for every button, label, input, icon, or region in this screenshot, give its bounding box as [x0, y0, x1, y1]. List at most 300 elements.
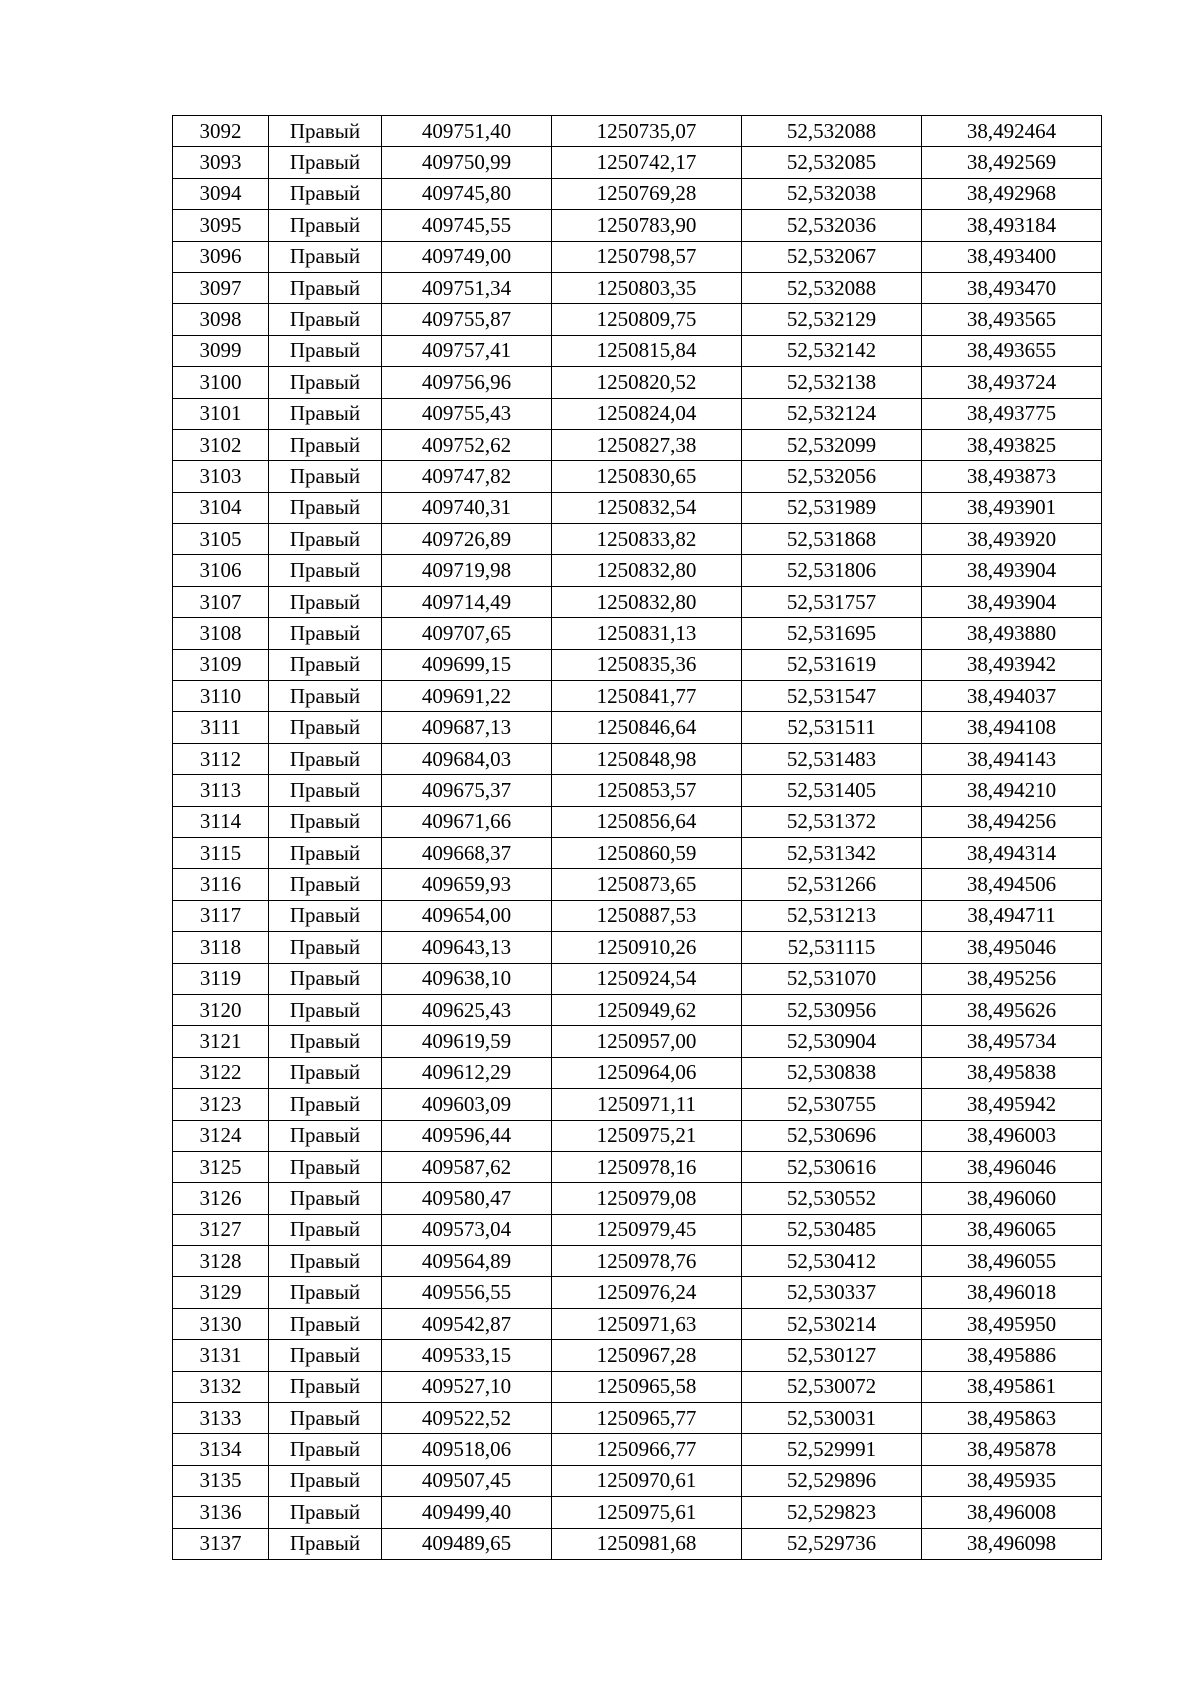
side-cell: Правый — [269, 524, 382, 555]
table-row — [173, 743, 1102, 774]
y-coordinate-cell: 1250971,63 — [552, 1308, 742, 1339]
table-row — [173, 555, 1102, 586]
longitude-cell: 38,493904 — [922, 586, 1102, 617]
table-row — [173, 1183, 1102, 1214]
longitude-cell: 38,495950 — [922, 1308, 1102, 1339]
y-coordinate-cell: 1250949,62 — [552, 994, 742, 1025]
coordinates-table-body — [173, 116, 1102, 1560]
point-number-cell: 3097 — [173, 272, 269, 303]
x-coordinate-cell: 409596,44 — [382, 1120, 552, 1151]
y-coordinate-cell: 1250835,36 — [552, 649, 742, 680]
y-coordinate-cell: 1250832,80 — [552, 586, 742, 617]
side-cell: Правый — [269, 963, 382, 994]
latitude-cell: 52,532099 — [742, 429, 922, 460]
y-coordinate-cell: 1250832,54 — [552, 492, 742, 523]
longitude-cell: 38,493655 — [922, 335, 1102, 366]
side-cell: Правый — [269, 1371, 382, 1402]
y-coordinate-cell: 1250873,65 — [552, 869, 742, 900]
y-coordinate-cell: 1250910,26 — [552, 932, 742, 963]
point-number-cell: 3128 — [173, 1246, 269, 1277]
latitude-cell: 52,531619 — [742, 649, 922, 680]
point-number-cell: 3118 — [173, 932, 269, 963]
document-page — [172, 115, 1101, 1560]
point-number-cell: 3115 — [173, 837, 269, 868]
x-coordinate-cell: 409687,13 — [382, 712, 552, 743]
x-coordinate-cell: 409625,43 — [382, 994, 552, 1025]
side-cell: Правый — [269, 398, 382, 429]
point-number-cell: 3108 — [173, 618, 269, 649]
latitude-cell: 52,531806 — [742, 555, 922, 586]
x-coordinate-cell: 409654,00 — [382, 900, 552, 931]
x-coordinate-cell: 409573,04 — [382, 1214, 552, 1245]
side-cell: Правый — [269, 1340, 382, 1371]
table-row — [173, 994, 1102, 1025]
side-cell: Правый — [269, 1183, 382, 1214]
table-row — [173, 618, 1102, 649]
latitude-cell: 52,532129 — [742, 304, 922, 335]
latitude-cell: 52,532088 — [742, 116, 922, 147]
latitude-cell: 52,530904 — [742, 1026, 922, 1057]
y-coordinate-cell: 1250924,54 — [552, 963, 742, 994]
x-coordinate-cell: 409668,37 — [382, 837, 552, 868]
latitude-cell: 52,530552 — [742, 1183, 922, 1214]
table-row — [173, 1214, 1102, 1245]
point-number-cell: 3121 — [173, 1026, 269, 1057]
x-coordinate-cell: 409750,99 — [382, 147, 552, 178]
longitude-cell: 38,496003 — [922, 1120, 1102, 1151]
longitude-cell: 38,493920 — [922, 524, 1102, 555]
point-number-cell: 3105 — [173, 524, 269, 555]
y-coordinate-cell: 1250846,64 — [552, 712, 742, 743]
point-number-cell: 3106 — [173, 555, 269, 586]
x-coordinate-cell: 409747,82 — [382, 461, 552, 492]
latitude-cell: 52,530616 — [742, 1151, 922, 1182]
point-number-cell: 3125 — [173, 1151, 269, 1182]
longitude-cell: 38,494314 — [922, 837, 1102, 868]
y-coordinate-cell: 1250831,13 — [552, 618, 742, 649]
table-row — [173, 775, 1102, 806]
x-coordinate-cell: 409707,65 — [382, 618, 552, 649]
y-coordinate-cell: 1250966,77 — [552, 1434, 742, 1465]
side-cell: Правый — [269, 649, 382, 680]
x-coordinate-cell: 409752,62 — [382, 429, 552, 460]
y-coordinate-cell: 1250824,04 — [552, 398, 742, 429]
side-cell: Правый — [269, 681, 382, 712]
longitude-cell: 38,495046 — [922, 932, 1102, 963]
longitude-cell: 38,493470 — [922, 272, 1102, 303]
latitude-cell: 52,531757 — [742, 586, 922, 617]
point-number-cell: 3132 — [173, 1371, 269, 1402]
table-row — [173, 1151, 1102, 1182]
side-cell: Правый — [269, 712, 382, 743]
longitude-cell: 38,494037 — [922, 681, 1102, 712]
table-row — [173, 806, 1102, 837]
table-row — [173, 1026, 1102, 1057]
table-row — [173, 304, 1102, 335]
y-coordinate-cell: 1250820,52 — [552, 367, 742, 398]
side-cell: Правый — [269, 1151, 382, 1182]
longitude-cell: 38,493880 — [922, 618, 1102, 649]
x-coordinate-cell: 409699,15 — [382, 649, 552, 680]
y-coordinate-cell: 1250830,65 — [552, 461, 742, 492]
table-row — [173, 241, 1102, 272]
longitude-cell: 38,496065 — [922, 1214, 1102, 1245]
latitude-cell: 52,530337 — [742, 1277, 922, 1308]
longitude-cell: 38,496098 — [922, 1528, 1102, 1559]
x-coordinate-cell: 409619,59 — [382, 1026, 552, 1057]
latitude-cell: 52,530485 — [742, 1214, 922, 1245]
side-cell: Правый — [269, 837, 382, 868]
latitude-cell: 52,532036 — [742, 210, 922, 241]
longitude-cell: 38,496060 — [922, 1183, 1102, 1214]
latitude-cell: 52,531070 — [742, 963, 922, 994]
x-coordinate-cell: 409751,34 — [382, 272, 552, 303]
x-coordinate-cell: 409755,87 — [382, 304, 552, 335]
latitude-cell: 52,531266 — [742, 869, 922, 900]
y-coordinate-cell: 1250979,45 — [552, 1214, 742, 1245]
latitude-cell: 52,530127 — [742, 1340, 922, 1371]
longitude-cell: 38,496018 — [922, 1277, 1102, 1308]
table-row — [173, 398, 1102, 429]
latitude-cell: 52,530214 — [742, 1308, 922, 1339]
side-cell: Правый — [269, 1089, 382, 1120]
x-coordinate-cell: 409755,43 — [382, 398, 552, 429]
coordinates-table — [172, 115, 1102, 1560]
point-number-cell: 3094 — [173, 178, 269, 209]
longitude-cell: 38,493904 — [922, 555, 1102, 586]
longitude-cell: 38,493873 — [922, 461, 1102, 492]
table-row — [173, 1465, 1102, 1496]
x-coordinate-cell: 409749,00 — [382, 241, 552, 272]
point-number-cell: 3099 — [173, 335, 269, 366]
point-number-cell: 3119 — [173, 963, 269, 994]
table-row — [173, 1308, 1102, 1339]
side-cell: Правый — [269, 775, 382, 806]
latitude-cell: 52,532138 — [742, 367, 922, 398]
x-coordinate-cell: 409612,29 — [382, 1057, 552, 1088]
point-number-cell: 3103 — [173, 461, 269, 492]
side-cell: Правый — [269, 1528, 382, 1559]
longitude-cell: 38,495626 — [922, 994, 1102, 1025]
point-number-cell: 3117 — [173, 900, 269, 931]
y-coordinate-cell: 1250981,68 — [552, 1528, 742, 1559]
y-coordinate-cell: 1250833,82 — [552, 524, 742, 555]
x-coordinate-cell: 409745,55 — [382, 210, 552, 241]
table-row — [173, 335, 1102, 366]
side-cell: Правый — [269, 1246, 382, 1277]
point-number-cell: 3114 — [173, 806, 269, 837]
latitude-cell: 52,530412 — [742, 1246, 922, 1277]
latitude-cell: 52,529736 — [742, 1528, 922, 1559]
y-coordinate-cell: 1250848,98 — [552, 743, 742, 774]
y-coordinate-cell: 1250964,06 — [552, 1057, 742, 1088]
y-coordinate-cell: 1250832,80 — [552, 555, 742, 586]
longitude-cell: 38,495935 — [922, 1465, 1102, 1496]
side-cell: Правый — [269, 116, 382, 147]
table-row — [173, 210, 1102, 241]
table-row — [173, 1528, 1102, 1559]
x-coordinate-cell: 409489,65 — [382, 1528, 552, 1559]
point-number-cell: 3102 — [173, 429, 269, 460]
latitude-cell: 52,529896 — [742, 1465, 922, 1496]
table-row — [173, 367, 1102, 398]
x-coordinate-cell: 409684,03 — [382, 743, 552, 774]
x-coordinate-cell: 409580,47 — [382, 1183, 552, 1214]
point-number-cell: 3107 — [173, 586, 269, 617]
latitude-cell: 52,532142 — [742, 335, 922, 366]
table-row — [173, 869, 1102, 900]
side-cell: Правый — [269, 492, 382, 523]
x-coordinate-cell: 409527,10 — [382, 1371, 552, 1402]
point-number-cell: 3136 — [173, 1497, 269, 1528]
point-number-cell: 3109 — [173, 649, 269, 680]
table-row — [173, 1120, 1102, 1151]
point-number-cell: 3120 — [173, 994, 269, 1025]
side-cell: Правый — [269, 555, 382, 586]
longitude-cell: 38,493565 — [922, 304, 1102, 335]
table-row — [173, 1340, 1102, 1371]
point-number-cell: 3100 — [173, 367, 269, 398]
longitude-cell: 38,492968 — [922, 178, 1102, 209]
y-coordinate-cell: 1250803,35 — [552, 272, 742, 303]
y-coordinate-cell: 1250827,38 — [552, 429, 742, 460]
point-number-cell: 3126 — [173, 1183, 269, 1214]
table-row — [173, 1434, 1102, 1465]
side-cell: Правый — [269, 994, 382, 1025]
longitude-cell: 38,494711 — [922, 900, 1102, 931]
side-cell: Правый — [269, 869, 382, 900]
y-coordinate-cell: 1250853,57 — [552, 775, 742, 806]
side-cell: Правый — [269, 1497, 382, 1528]
y-coordinate-cell: 1250860,59 — [552, 837, 742, 868]
side-cell: Правый — [269, 1465, 382, 1496]
x-coordinate-cell: 409507,45 — [382, 1465, 552, 1496]
table-row — [173, 492, 1102, 523]
y-coordinate-cell: 1250975,61 — [552, 1497, 742, 1528]
side-cell: Правый — [269, 1403, 382, 1434]
longitude-cell: 38,492569 — [922, 147, 1102, 178]
table-row — [173, 837, 1102, 868]
side-cell: Правый — [269, 147, 382, 178]
side-cell: Правый — [269, 241, 382, 272]
y-coordinate-cell: 1250979,08 — [552, 1183, 742, 1214]
table-row — [173, 272, 1102, 303]
x-coordinate-cell: 409740,31 — [382, 492, 552, 523]
x-coordinate-cell: 409603,09 — [382, 1089, 552, 1120]
y-coordinate-cell: 1250769,28 — [552, 178, 742, 209]
x-coordinate-cell: 409751,40 — [382, 116, 552, 147]
latitude-cell: 52,531989 — [742, 492, 922, 523]
x-coordinate-cell: 409533,15 — [382, 1340, 552, 1371]
y-coordinate-cell: 1250798,57 — [552, 241, 742, 272]
y-coordinate-cell: 1250967,28 — [552, 1340, 742, 1371]
side-cell: Правый — [269, 1120, 382, 1151]
x-coordinate-cell: 409719,98 — [382, 555, 552, 586]
latitude-cell: 52,530838 — [742, 1057, 922, 1088]
side-cell: Правый — [269, 1057, 382, 1088]
point-number-cell: 3133 — [173, 1403, 269, 1434]
latitude-cell: 52,530755 — [742, 1089, 922, 1120]
x-coordinate-cell: 409691,22 — [382, 681, 552, 712]
y-coordinate-cell: 1250971,11 — [552, 1089, 742, 1120]
side-cell: Правый — [269, 618, 382, 649]
y-coordinate-cell: 1250809,75 — [552, 304, 742, 335]
x-coordinate-cell: 409659,93 — [382, 869, 552, 900]
table-row — [173, 1246, 1102, 1277]
latitude-cell: 52,532088 — [742, 272, 922, 303]
y-coordinate-cell: 1250965,58 — [552, 1371, 742, 1402]
latitude-cell: 52,531511 — [742, 712, 922, 743]
longitude-cell: 38,494210 — [922, 775, 1102, 806]
side-cell: Правый — [269, 586, 382, 617]
y-coordinate-cell: 1250970,61 — [552, 1465, 742, 1496]
table-row — [173, 147, 1102, 178]
table-row — [173, 1497, 1102, 1528]
latitude-cell: 52,532124 — [742, 398, 922, 429]
side-cell: Правый — [269, 178, 382, 209]
latitude-cell: 52,529823 — [742, 1497, 922, 1528]
x-coordinate-cell: 409714,49 — [382, 586, 552, 617]
y-coordinate-cell: 1250815,84 — [552, 335, 742, 366]
point-number-cell: 3112 — [173, 743, 269, 774]
point-number-cell: 3123 — [173, 1089, 269, 1120]
longitude-cell: 38,493942 — [922, 649, 1102, 680]
table-row — [173, 461, 1102, 492]
point-number-cell: 3134 — [173, 1434, 269, 1465]
latitude-cell: 52,531405 — [742, 775, 922, 806]
point-number-cell: 3111 — [173, 712, 269, 743]
longitude-cell: 38,494256 — [922, 806, 1102, 837]
x-coordinate-cell: 409745,80 — [382, 178, 552, 209]
point-number-cell: 3122 — [173, 1057, 269, 1088]
table-row — [173, 649, 1102, 680]
point-number-cell: 3110 — [173, 681, 269, 712]
latitude-cell: 52,531213 — [742, 900, 922, 931]
longitude-cell: 38,495734 — [922, 1026, 1102, 1057]
x-coordinate-cell: 409587,62 — [382, 1151, 552, 1182]
table-row — [173, 429, 1102, 460]
latitude-cell: 52,531342 — [742, 837, 922, 868]
y-coordinate-cell: 1250976,24 — [552, 1277, 742, 1308]
point-number-cell: 3113 — [173, 775, 269, 806]
latitude-cell: 52,532038 — [742, 178, 922, 209]
table-row — [173, 712, 1102, 743]
point-number-cell: 3116 — [173, 869, 269, 900]
longitude-cell: 38,493901 — [922, 492, 1102, 523]
table-row — [173, 1403, 1102, 1434]
side-cell: Правый — [269, 335, 382, 366]
longitude-cell: 38,493825 — [922, 429, 1102, 460]
latitude-cell: 52,531547 — [742, 681, 922, 712]
latitude-cell: 52,530696 — [742, 1120, 922, 1151]
y-coordinate-cell: 1250783,90 — [552, 210, 742, 241]
table-row — [173, 681, 1102, 712]
point-number-cell: 3104 — [173, 492, 269, 523]
x-coordinate-cell: 409638,10 — [382, 963, 552, 994]
y-coordinate-cell: 1250978,16 — [552, 1151, 742, 1182]
point-number-cell: 3130 — [173, 1308, 269, 1339]
side-cell: Правый — [269, 900, 382, 931]
longitude-cell: 38,495942 — [922, 1089, 1102, 1120]
point-number-cell: 3129 — [173, 1277, 269, 1308]
x-coordinate-cell: 409522,52 — [382, 1403, 552, 1434]
x-coordinate-cell: 409564,89 — [382, 1246, 552, 1277]
longitude-cell: 38,494506 — [922, 869, 1102, 900]
table-row — [173, 932, 1102, 963]
latitude-cell: 52,529991 — [742, 1434, 922, 1465]
longitude-cell: 38,495863 — [922, 1403, 1102, 1434]
longitude-cell: 38,492464 — [922, 116, 1102, 147]
latitude-cell: 52,531695 — [742, 618, 922, 649]
side-cell: Правый — [269, 210, 382, 241]
y-coordinate-cell: 1250742,17 — [552, 147, 742, 178]
point-number-cell: 3137 — [173, 1528, 269, 1559]
y-coordinate-cell: 1250887,53 — [552, 900, 742, 931]
point-number-cell: 3095 — [173, 210, 269, 241]
x-coordinate-cell: 409756,96 — [382, 367, 552, 398]
x-coordinate-cell: 409499,40 — [382, 1497, 552, 1528]
side-cell: Правый — [269, 1026, 382, 1057]
longitude-cell: 38,495838 — [922, 1057, 1102, 1088]
point-number-cell: 3092 — [173, 116, 269, 147]
table-row — [173, 900, 1102, 931]
longitude-cell: 38,495878 — [922, 1434, 1102, 1465]
side-cell: Правый — [269, 743, 382, 774]
side-cell: Правый — [269, 1308, 382, 1339]
side-cell: Правый — [269, 806, 382, 837]
side-cell: Правый — [269, 461, 382, 492]
latitude-cell: 52,530031 — [742, 1403, 922, 1434]
x-coordinate-cell: 409726,89 — [382, 524, 552, 555]
point-number-cell: 3124 — [173, 1120, 269, 1151]
longitude-cell: 38,493400 — [922, 241, 1102, 272]
table-row — [173, 116, 1102, 147]
latitude-cell: 52,532056 — [742, 461, 922, 492]
longitude-cell: 38,496055 — [922, 1246, 1102, 1277]
point-number-cell: 3093 — [173, 147, 269, 178]
latitude-cell: 52,531868 — [742, 524, 922, 555]
table-row — [173, 178, 1102, 209]
longitude-cell: 38,495256 — [922, 963, 1102, 994]
x-coordinate-cell: 409643,13 — [382, 932, 552, 963]
table-row — [173, 524, 1102, 555]
x-coordinate-cell: 409556,55 — [382, 1277, 552, 1308]
longitude-cell: 38,493724 — [922, 367, 1102, 398]
table-row — [173, 1057, 1102, 1088]
point-number-cell: 3127 — [173, 1214, 269, 1245]
side-cell: Правый — [269, 429, 382, 460]
table-row — [173, 1089, 1102, 1120]
side-cell: Правый — [269, 272, 382, 303]
longitude-cell: 38,496046 — [922, 1151, 1102, 1182]
side-cell: Правый — [269, 1214, 382, 1245]
side-cell: Правый — [269, 1434, 382, 1465]
latitude-cell: 52,532067 — [742, 241, 922, 272]
latitude-cell: 52,531115 — [742, 932, 922, 963]
side-cell: Правый — [269, 1277, 382, 1308]
x-coordinate-cell: 409675,37 — [382, 775, 552, 806]
x-coordinate-cell: 409671,66 — [382, 806, 552, 837]
longitude-cell: 38,494143 — [922, 743, 1102, 774]
x-coordinate-cell: 409518,06 — [382, 1434, 552, 1465]
x-coordinate-cell: 409542,87 — [382, 1308, 552, 1339]
y-coordinate-cell: 1250975,21 — [552, 1120, 742, 1151]
longitude-cell: 38,495886 — [922, 1340, 1102, 1371]
y-coordinate-cell: 1250965,77 — [552, 1403, 742, 1434]
y-coordinate-cell: 1250841,77 — [552, 681, 742, 712]
y-coordinate-cell: 1250735,07 — [552, 116, 742, 147]
longitude-cell: 38,496008 — [922, 1497, 1102, 1528]
